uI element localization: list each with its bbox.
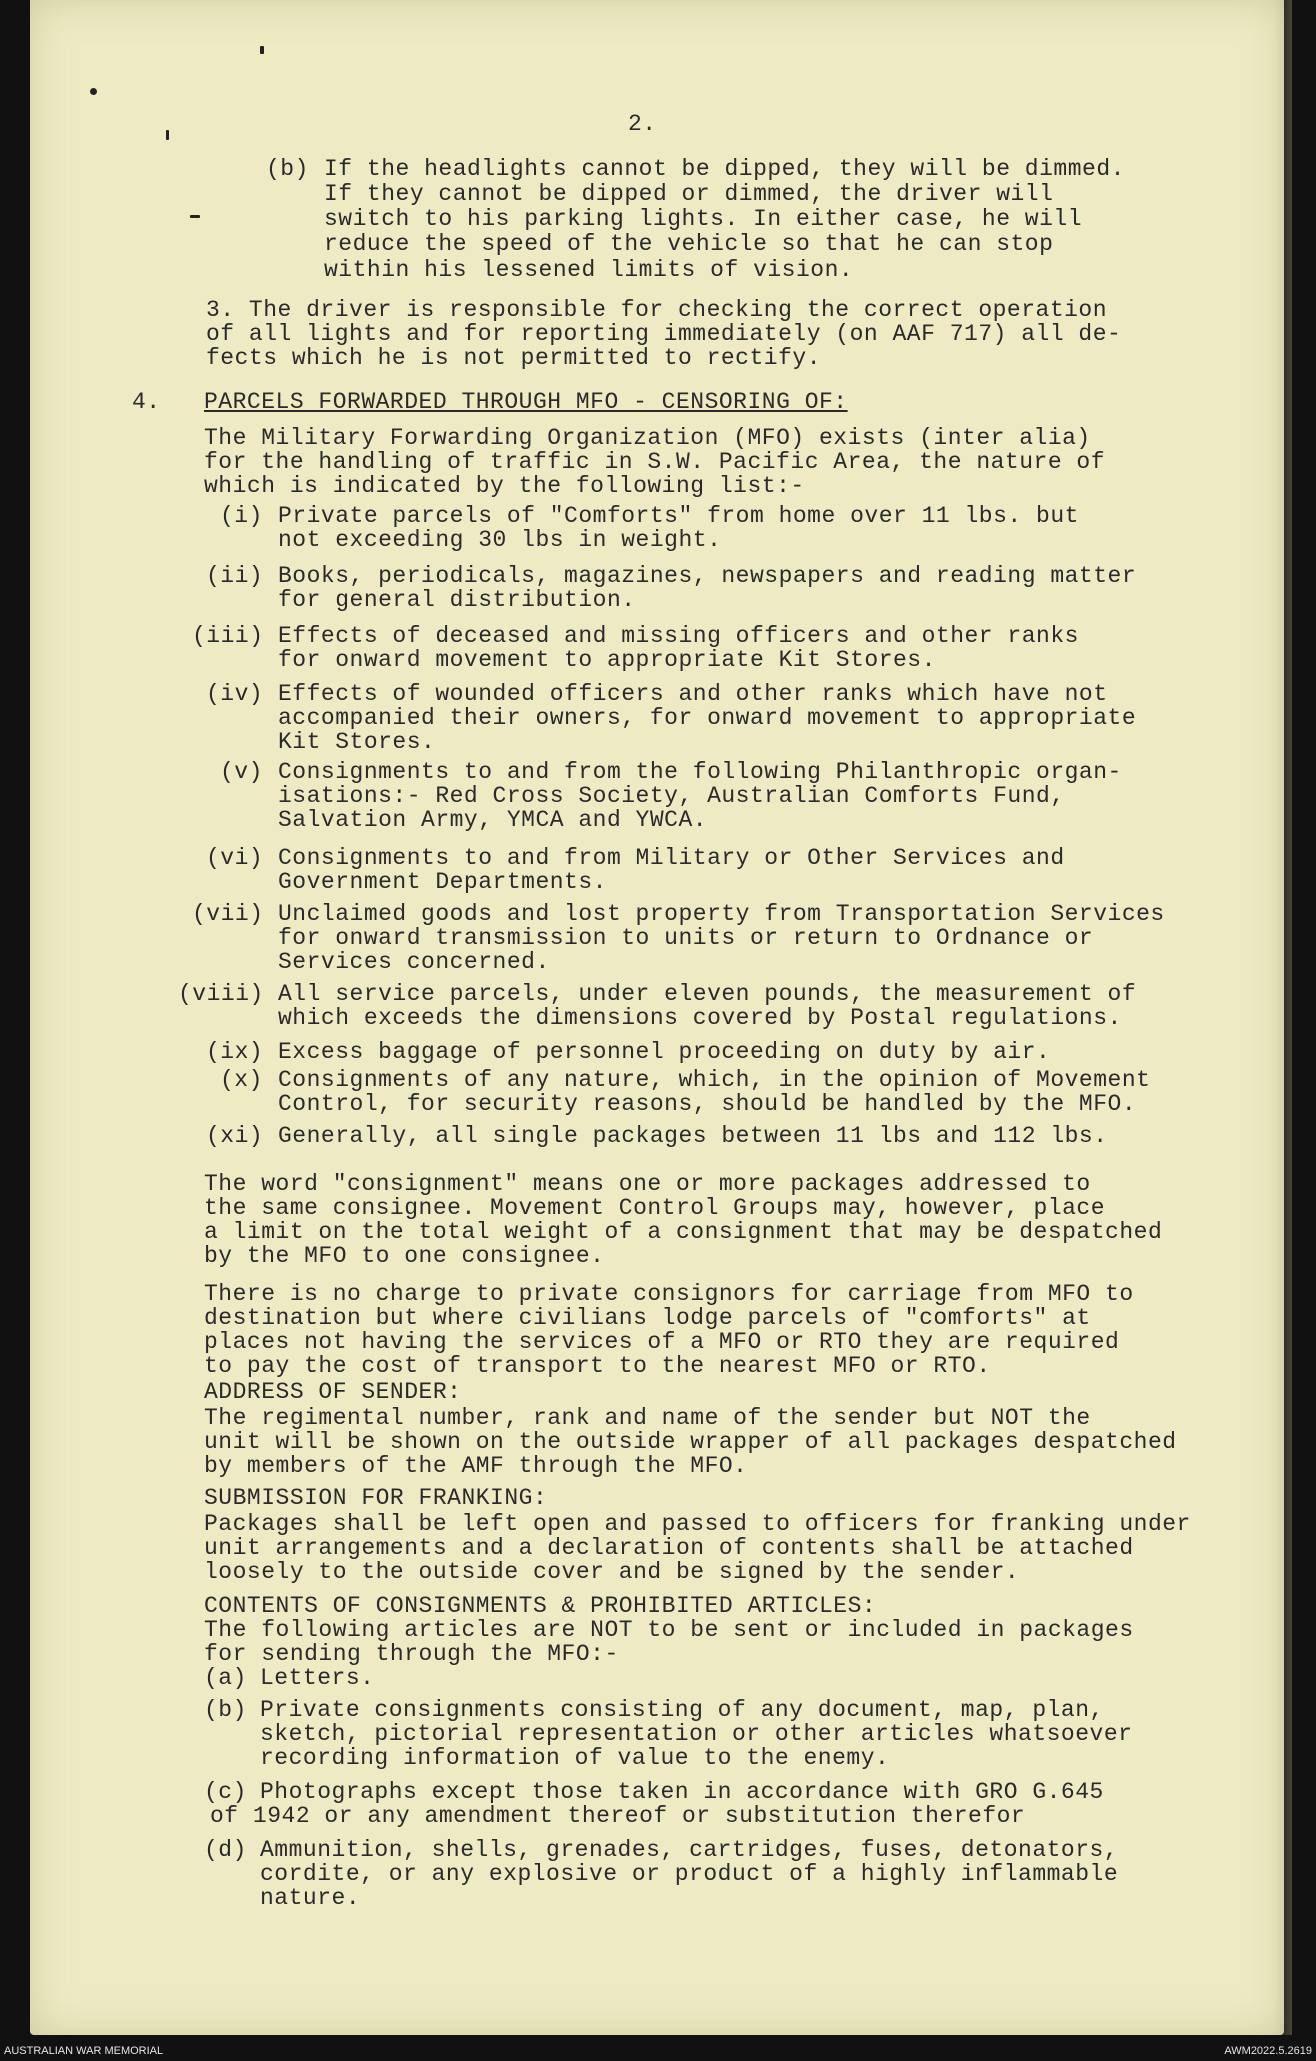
text-line: by the MFO to one consignee. <box>204 1243 605 1269</box>
list-number: (i) <box>220 503 263 529</box>
list-number: (x) <box>220 1067 263 1093</box>
text-line: reduce the speed of the vehicle so that he can stop <box>324 231 1054 257</box>
text-line: The Military Forwarding Organization (MFO) exists (inter alia) <box>204 425 1091 451</box>
list-number: (xi) <box>206 1123 264 1149</box>
footer-institution: AUSTRALIAN WAR MEMORIAL <box>4 2045 164 2057</box>
list-item-line: Services concerned. <box>278 949 550 975</box>
ink-spot <box>190 215 200 218</box>
text-line: loosely to the outside cover and be signed by the sender. <box>204 1559 1020 1585</box>
list-number: (a) <box>204 1665 247 1691</box>
list-item-line: Unclaimed goods and lost property from Transportation Services <box>278 901 1165 927</box>
list-item-line: isations:- Red Cross Society, Australian Comforts Fund, <box>278 783 1065 809</box>
list-item-line: Generally, all single packages between 11 lbs and 112 lbs. <box>278 1123 1108 1149</box>
text-line: to pay the cost of transport to the nearest MFO or RTO. <box>204 1353 991 1379</box>
text-line: 3. The driver is responsible for checking the correct operation <box>206 297 1108 323</box>
list-number: (vi) <box>206 845 264 871</box>
text-line: within his lessened limits of vision. <box>324 257 854 283</box>
list-number: (iv) <box>206 681 264 707</box>
list-item-line: Kit Stores. <box>278 729 436 755</box>
ink-spot <box>166 130 169 140</box>
text-line: a limit on the total weight of a consignment that may be despatched <box>204 1219 1163 1245</box>
paper-edge-shadow <box>1274 0 1292 2035</box>
list-item-line: which exceeds the dimensions covered by Postal regulations. <box>278 1005 1122 1031</box>
page-number: 2. <box>628 111 657 137</box>
list-item-line: Salvation Army, YMCA and YWCA. <box>278 807 708 833</box>
section-number: 4. <box>132 389 161 415</box>
list-item-line: Effects of deceased and missing officers and other ranks <box>278 623 1079 649</box>
list-item-line: nature. <box>260 1885 361 1911</box>
list-item-line: Letters. <box>260 1665 375 1691</box>
text-line: If they cannot be dipped or dimmed, the driver will <box>324 181 1054 207</box>
list-item-line: Effects of wounded officers and other ranks which have not <box>278 681 1108 707</box>
list-number: (ix) <box>206 1039 264 1065</box>
list-item-line: Consignments to and from the following Philanthropic organ- <box>278 759 1122 785</box>
list-item-line: Consignments of any nature, which, in the opinion of Movement <box>278 1067 1151 1093</box>
list-number: (iii) <box>192 623 264 649</box>
list-item-line: cordite, or any explosive or product of a highly inflammable <box>260 1861 1119 1887</box>
text-line: which is indicated by the following list:- <box>204 473 805 499</box>
text-line: destination but where civilians lodge parcels of "comforts" at <box>204 1305 1091 1331</box>
list-item-line: Government Departments. <box>278 869 607 895</box>
text-line: Packages shall be left open and passed to officers for franking under <box>204 1511 1191 1537</box>
list-number: (d) <box>204 1837 247 1863</box>
text-line: by members of the AMF through the MFO. <box>204 1453 748 1479</box>
list-item-line: Consignments to and from Military or Other Services and <box>278 845 1065 871</box>
list-item-line: sketch, pictorial representation or other articles whatsoever <box>260 1721 1133 1747</box>
text-line: unit will be shown on the outside wrapper of all packages despatched <box>204 1429 1177 1455</box>
list-item-line: accompanied their owners, for onward movement to appropriate <box>278 705 1137 731</box>
list-item-line: Excess baggage of personnel proceeding on duty by air. <box>278 1039 1051 1065</box>
text-line: places not having the services of a MFO or RTO they are required <box>204 1329 1120 1355</box>
list-number: (viii) <box>178 981 264 1007</box>
list-item-line: Private parcels of "Comforts" from home over 11 lbs. but <box>278 503 1079 529</box>
list-number: (b) <box>204 1697 247 1723</box>
text-line: The word "consignment" means one or more packages addressed to <box>204 1171 1091 1197</box>
list-number: (ii) <box>206 563 264 589</box>
text-line: for the handling of traffic in S.W. Pacific Area, the nature of <box>204 449 1106 475</box>
text-line: The following articles are NOT to be sent or included in packages <box>204 1617 1134 1643</box>
ink-spot <box>260 46 264 54</box>
list-item-line: for onward movement to appropriate Kit Stores. <box>278 647 936 673</box>
list-item-line: Ammunition, shells, grenades, cartridges, fuses, detonators, <box>260 1837 1119 1863</box>
footer-reference: AWM2022.5.2619 <box>1224 2045 1312 2057</box>
text-line: There is no charge to private consignors for carriage from MFO to <box>204 1281 1134 1307</box>
list-item-line: Private consignments consisting of any document, map, plan, <box>260 1697 1104 1723</box>
text-line: for sending through the MFO:- <box>204 1641 619 1667</box>
subheading: SUBMISSION FOR FRANKING: <box>204 1485 548 1511</box>
text-line: the same consignee. Movement Control Groups may, however, place <box>204 1195 1106 1221</box>
text-line: fects which he is not permitted to rectify. <box>206 345 821 371</box>
list-item-line: Control, for security reasons, should be handled by the MFO. <box>278 1091 1137 1117</box>
subheading: ADDRESS OF SENDER: <box>204 1379 462 1405</box>
text-line: If the headlights cannot be dipped, they will be dimmed. <box>324 156 1125 182</box>
ink-spot <box>90 88 97 95</box>
list-item-line: All service parcels, under eleven pounds, the measurement of <box>278 981 1137 1007</box>
list-item-line: Books, periodicals, magazines, newspapers and reading matter <box>278 563 1137 589</box>
list-number: (v) <box>220 759 263 785</box>
subheading: CONTENTS OF CONSIGNMENTS & PROHIBITED ARTICLES: <box>204 1593 877 1619</box>
list-item-line: for general distribution. <box>278 587 636 613</box>
list-item-line: for onward transmission to units or return to Ordnance or <box>278 925 1094 951</box>
list-number: (c) <box>204 1779 247 1805</box>
list-item-line: not exceeding 30 lbs in weight. <box>278 527 722 553</box>
text-line: unit arrangements and a declaration of contents shall be attached <box>204 1535 1134 1561</box>
text-line: switch to his parking lights. In either case, he will <box>324 206 1083 232</box>
text-line: of all lights and for reporting immediately (on AAF 717) all de- <box>206 321 1122 347</box>
list-item-line: recording information of value to the enemy. <box>260 1745 890 1771</box>
text-line: The regimental number, rank and name of the sender but NOT the <box>204 1405 1091 1431</box>
archive-footer <box>0 2041 1316 2061</box>
list-item-line: Photographs except those taken in accordance with GRO G.645 <box>260 1779 1104 1805</box>
item-label: (b) <box>266 156 309 182</box>
section-heading: PARCELS FORWARDED THROUGH MFO - CENSORING OF: <box>204 389 848 415</box>
list-item-line: of 1942 or any amendment thereof or substitution therefor <box>210 1803 1026 1829</box>
list-number: (vii) <box>192 901 264 927</box>
